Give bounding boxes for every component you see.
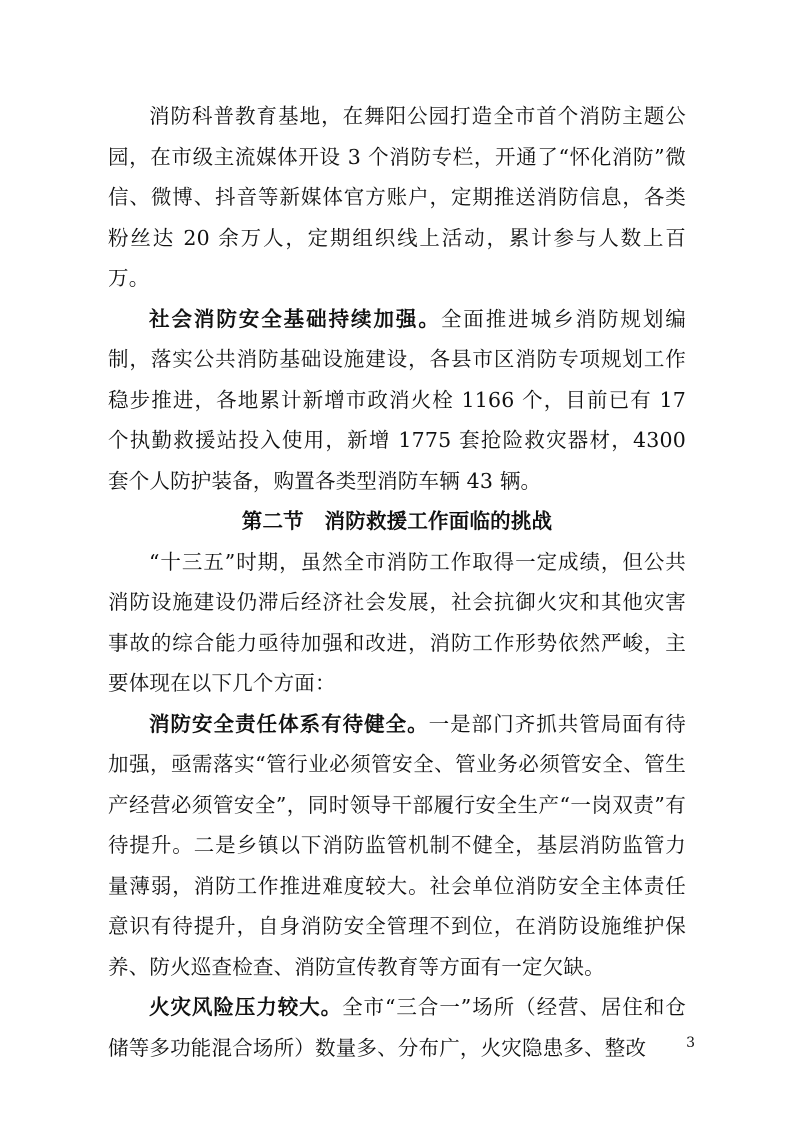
page-number: 3 — [686, 1035, 695, 1051]
paragraph-2 — [108, 299, 686, 502]
section-heading — [108, 501, 686, 542]
paragraph-4 — [108, 704, 686, 988]
paragraph-1-text: 消防科普教育基地，在舞阳公园打造全市首个消防主题公园，在市级主流媒体开设 3 个消防专栏，开通了“怀化消防”微信、微博、抖音等新媒体官方账户，定期推送消防信息，各类粉丝达 20 余万人，定期组织线上活动，累计参与人数上百万。 — [108, 104, 686, 290]
paragraph-4-text: 一是部门齐抓共管局面有待加强，亟需落实“管行业必须管安全、管业务必须管安全、管生产经营必须管安全”，同时领导干部履行安全生产“一岗双责”有待提升。二是乡镇以下消防监管机制不健全，基层消防监管力量薄弱，消防工作推进难度较大。社会单位消防安全主体责任意识有待提升，自身消防安全管理不到位，在消防设施维护保养、防火巡查检查、消防宣传教育等方面有一定欠缺。 — [108, 711, 686, 979]
paragraph-1 — [108, 96, 686, 299]
paragraph-5-text: 全市“三合一”场所（经营、居住和仓储等多功能混合场所）数量多、分布广，火灾隐患多、整改 — [108, 995, 686, 1060]
page-content — [108, 96, 686, 1068]
paragraph-5-lead: 火灾风险压力较大。 — [149, 995, 343, 1019]
paragraph-4-lead: 消防安全责任体系有待健全。 — [149, 711, 429, 736]
section-heading-text: 第二节 消防救援工作面临的挑战 — [241, 509, 553, 533]
paragraph-3-text: “十三五”时期，虽然全市消防工作取得一定成绩，但公共消防设施建设仍滞后经济社会发展，社会抗御火灾和其他灾害事故的综合能力亟待加强和改进，消防工作形势依然严峻，主要体现在以下几个方面： — [108, 549, 686, 695]
paragraph-3 — [108, 542, 686, 704]
paragraph-2-text: 全面推进城乡消防规划编制，落实公共消防基础设施建设，各县市区消防专项规划工作稳步推进，各地累计新增市政消火栓 1166 个，目前已有 17 个执勤救援站投入使用，新增 1775 套抢险救灾器材，4300 套个人防护装备，购置各类型消防车辆 43 辆。 — [108, 306, 687, 493]
paragraph-2-lead: 社会消防安全基础持续加强。 — [149, 306, 441, 331]
paragraph-5 — [108, 987, 686, 1068]
